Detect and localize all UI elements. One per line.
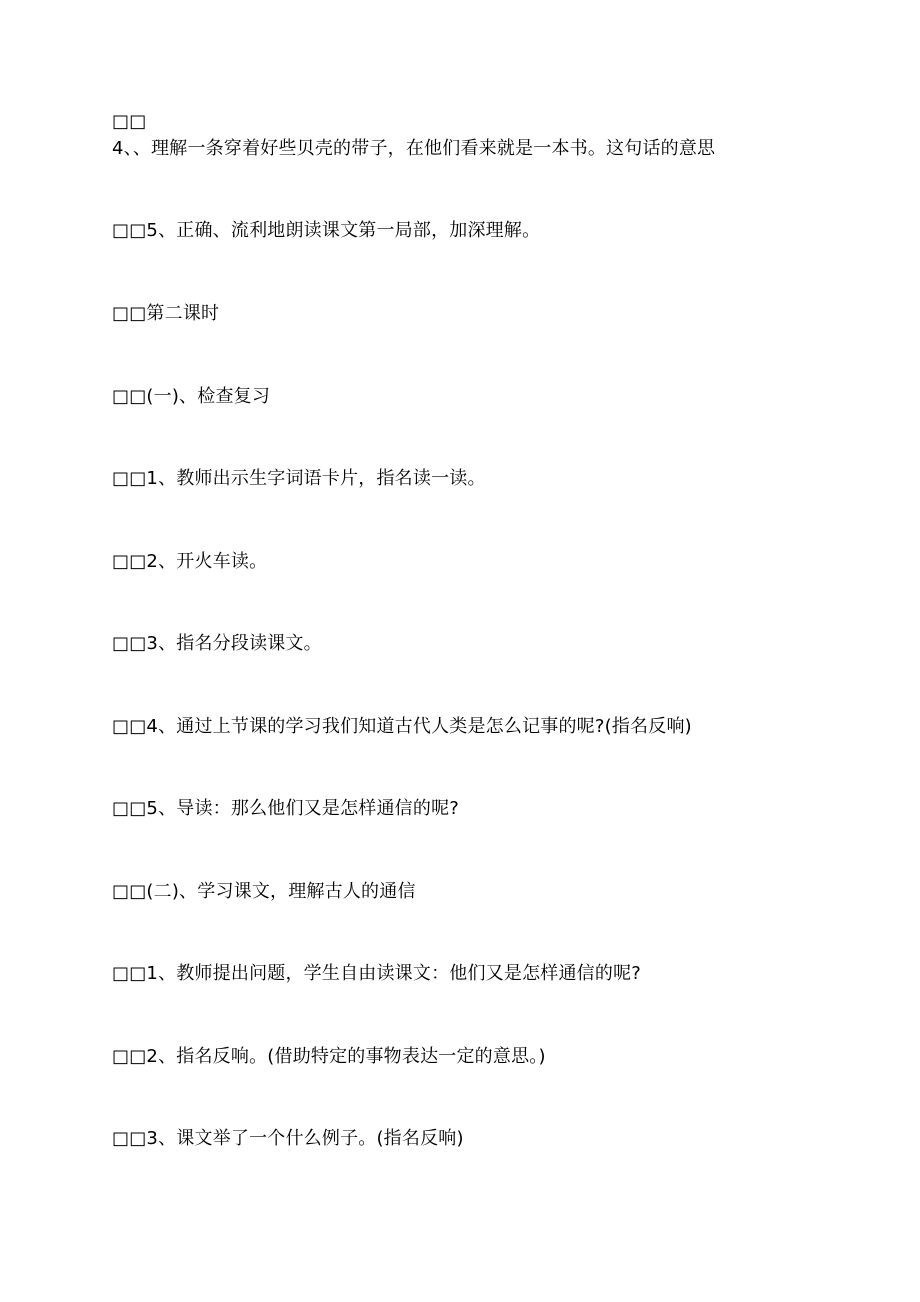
subheading-study-text: □□(二)、学习课文，理解古人的通信 [112,881,416,902]
paragraph-item-4-understanding: 4、、理解一条穿着好些贝壳的带子，在他们看来就是一本书。这句话的意思 [112,138,716,159]
paragraph-item-5-reading: □□5、正确、流利地朗读课文第一局部，加深理解。 [112,220,541,241]
section-heading-second-lesson: □□第二课时 [112,303,220,324]
review-item-1: □□1、教师出示生字词语卡片，指名读一读。 [112,468,486,489]
subheading-review: □□(一)、检查复习 [112,386,271,407]
review-item-4: □□4、通过上节课的学习我们知道古代人类是怎么记事的呢?(指名反响) [112,716,692,737]
paragraph-marker-line: □□ [112,111,147,132]
review-item-5: □□5、导读：那么他们又是怎样通信的呢? [112,798,460,819]
study-item-3: □□3、课文举了一个什么例子。(指名反响) [112,1128,464,1149]
study-item-2: □□2、指名反响。(借助特定的事物表达一定的意思。) [112,1046,546,1067]
review-item-2: □□2、开火车读。 [112,551,268,572]
review-item-3: □□3、指名分段读课文。 [112,633,322,654]
study-item-1: □□1、教师提出问题，学生自由读课文：他们又是怎样通信的呢? [112,963,642,984]
